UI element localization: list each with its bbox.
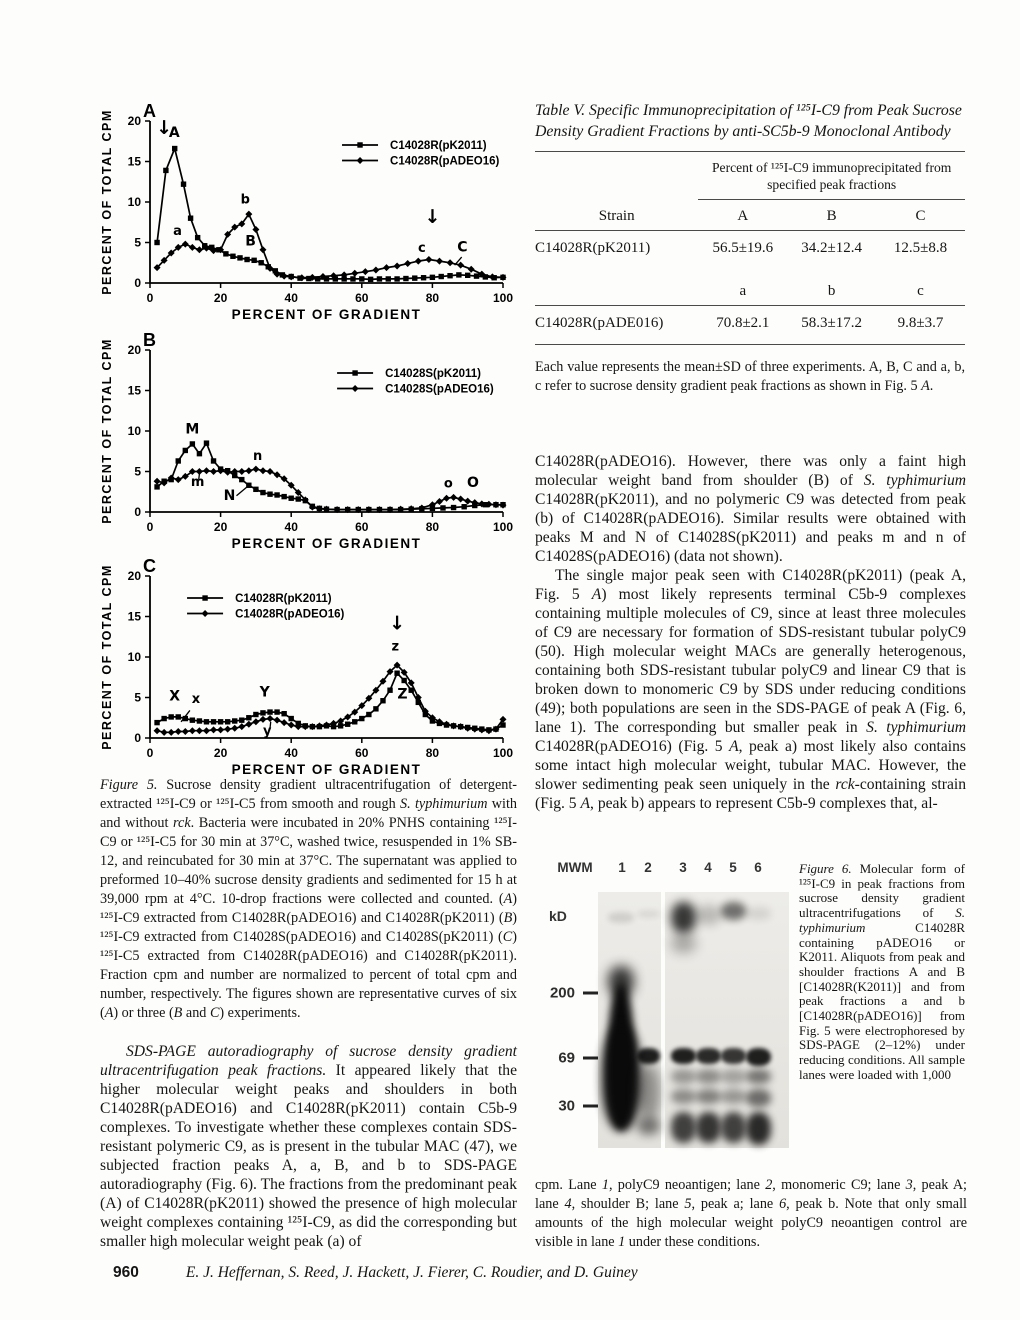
peak-label-n: n [253,449,263,465]
square-marker [267,709,272,714]
y-tick-label: 15 [127,154,141,169]
figure5-panel-a-chart [98,101,518,332]
square-marker [163,168,168,173]
col-header-A: A [737,208,749,224]
square-marker [239,717,244,722]
gel-mw-marker-label: 30 [558,1097,575,1115]
y-tick-label: 10 [127,424,141,438]
gel-lane-label: 6 [754,860,762,875]
square-marker [380,698,385,703]
value-cell: 58.3±17.2 [801,315,862,331]
square-marker [440,505,445,510]
peak-label-N: N [223,487,236,504]
diamond-marker [468,266,475,273]
gel-band [602,1025,641,1130]
diamond-marker [259,467,266,474]
col-header-B: B [826,208,837,224]
figure5-panel-b-chart [98,330,518,561]
diamond-marker [210,468,217,475]
diamond-marker [189,727,196,734]
gel-band [671,1069,696,1084]
peak-label-X: X [169,688,181,705]
x-tick-label: 0 [146,291,154,305]
chart-panel-b [98,330,518,556]
square-marker [401,678,406,683]
square-marker [244,257,249,262]
square-marker [366,712,371,717]
figure6-caption-side: Figure 6. Molecular form of ¹²⁵I-C9 in peak fractions from sucrose density gradient ultracentrifugations of S. typhimurium C14028R containing pADEO16 or K2011. Aliquots from peak and shoulder fractions A and B [C14028R(K2011)] and from peak fractions a and b [C14028R(pADEO16)] from Fig. 5 were electrophoresed by SDS-PAGE (2–12%) under reducing conditions. All sample lanes were loaded with 1,000 [799,861,965,1082]
square-marker [394,276,399,281]
square-marker [357,142,362,147]
square-marker [251,258,256,263]
gel-band [746,1089,771,1107]
square-marker [421,275,426,280]
square-marker [154,720,159,725]
gel-band [637,1064,660,1120]
y-tick-label: 20 [127,114,141,128]
diamond-marker [154,727,161,734]
x-tick-label: 20 [213,520,228,534]
col-header-C: C [915,208,926,224]
square-marker [253,487,258,492]
peak-label-a: a [173,224,182,240]
square-marker [190,441,195,446]
square-marker [204,440,209,445]
peak-label-B: B [245,233,256,250]
x-axis-title: PERCENT OF GRADIENT [231,307,422,322]
diamond-marker [224,726,231,733]
arrow-down-annotation: ↓ [156,116,173,139]
x-tick-label: 40 [284,291,298,305]
x-tick-label: 0 [146,520,154,534]
gel-lane-label: MWM [557,860,593,875]
diamond-marker [259,246,266,253]
peak-label-Z: Z [397,686,408,703]
gel-band [696,1048,721,1063]
series-C14028R(pK2011) [157,149,503,280]
annotation-line [236,487,247,496]
legend-label: C14028R(pK2011) [390,139,487,152]
diamond-marker [288,722,295,729]
peak-label-z: z [391,639,400,655]
table-v-note: Each value represents the mean±SD of three experiments. A, B, C and a, b, c refer to sucrose density gradient peak fractions as shown in Fig. 5 A. [535,359,965,394]
square-marker [281,711,286,716]
peak-label-x: x [191,692,201,708]
gel-mw-marker-label: 69 [558,1049,575,1067]
y-axis-title: PERCENT OF TOTAL CPM [100,109,114,295]
gel-lane-label: 2 [644,860,652,875]
gel-band [637,1048,660,1063]
gel-band [746,1069,771,1084]
square-marker [190,717,195,722]
paragraph-continuation: C14028R(pADEO16). However, there was only a faint high molecular weight band from shoulder (B) of S. typhimurium C14028R(pK2011), and no polymeric C9 was detected from peak (b) of C14028R(pADEO16). Similar results were obtained with peaks M and N of C14028S(pK2011) and peaks m and n of C14028S(pADEO16) (data not shown). [535,453,966,565]
square-marker [456,272,461,277]
gel-band [696,1089,721,1104]
diamond-marker [447,259,454,266]
square-marker [373,706,378,711]
square-marker [296,496,301,501]
square-marker [359,716,364,721]
gel-band [637,910,660,918]
chart-panel-a [98,101,518,327]
table-row [535,231,965,269]
square-marker [465,273,470,278]
gel-band [721,1089,746,1104]
y-tick-label: 20 [127,343,141,357]
square-marker [386,276,391,281]
gel-band [671,1089,696,1104]
diamond-marker [238,468,245,475]
square-marker [274,709,279,714]
y-tick-label: 15 [127,383,141,398]
legend-label: C14028S(pK2011) [385,368,481,381]
col-header-b: b [827,283,836,299]
right-column-text [535,452,966,813]
square-marker [345,722,350,727]
diamond-marker [203,727,210,734]
peak-label-Y: Y [259,684,270,701]
diamond-marker [175,476,182,483]
square-marker [154,240,159,245]
diamond-marker [210,726,217,733]
gel-band [721,1112,746,1143]
gel-band [608,912,634,922]
diamond-marker [196,246,203,253]
table-header-row [535,200,965,230]
diamond-marker [450,494,457,501]
arrow-down-annotation: ↓ [424,206,441,229]
diamond-marker [202,610,209,617]
diamond-marker [443,495,450,502]
square-marker [350,276,355,281]
x-tick-label: 20 [213,746,228,760]
diamond-marker [245,467,252,474]
square-marker [412,275,417,280]
square-marker [394,671,399,676]
x-tick-label: 80 [425,520,440,534]
col-header-strain: Strain [598,208,635,224]
legend-label: C14028R(pADEO16) [390,155,500,168]
gel-mw-marker-dash [583,992,598,995]
square-marker [172,146,177,151]
gel-band [671,902,696,933]
y-tick-label: 5 [134,690,141,705]
square-marker [195,235,200,240]
square-marker [183,448,188,453]
panel-letter: A [143,101,156,121]
x-tick-label: 60 [355,291,369,305]
gel-band [746,907,771,920]
y-tick-label: 5 [134,464,141,479]
diamond-marker [415,258,422,265]
diamond-marker [352,385,359,392]
peak-label-A: A [168,125,180,142]
diamond-marker [252,466,259,473]
figure6-gel-image [545,860,795,1162]
square-marker [204,719,209,724]
table-v-title: Table V. Specific Immunoprecipitation of ¹²⁵I-C9 from Peak Sucrose Density Gradient Fractions by anti-SC5b-9 Monoclonal Antibody [535,102,962,140]
y-tick-label: 10 [127,195,141,209]
square-marker [211,458,216,463]
gel-lane-label: 3 [679,860,687,875]
x-axis-title: PERCENT OF GRADIENT [231,536,422,551]
peak-label-c: c [417,241,426,257]
gel-panel-2 [665,892,789,1148]
page-number: 960 [113,1264,139,1281]
x-tick-label: 80 [425,291,440,305]
y-tick-label: 20 [127,569,141,583]
peak-label-M: M [185,421,200,438]
gel-band [746,1112,771,1145]
square-marker [260,490,265,495]
gel-band [721,902,746,920]
x-tick-label: 80 [425,746,440,760]
diamond-marker [394,262,401,269]
gel-lane-label: 5 [729,860,737,875]
diamond-marker [231,725,238,732]
diamond-marker [404,260,411,267]
square-marker [461,504,466,509]
square-marker [377,276,382,281]
square-marker [168,714,173,719]
table-row [535,306,965,344]
page-footer [113,1264,638,1282]
peak-label-b: b [240,192,250,208]
gel-band [671,933,696,953]
square-marker [267,491,272,496]
value-cell: 34.2±12.4 [801,240,862,256]
gel-band [671,1112,696,1143]
diamond-marker [154,478,161,485]
table-span-header: Percent of ¹²⁵I-C9 immunoprecipitated from specified peak fractions [711,160,952,192]
square-marker [181,181,186,186]
square-marker [218,719,223,724]
gel-band [721,1048,746,1063]
y-axis-title: PERCENT OF TOTAL CPM [100,564,114,750]
x-tick-label: 100 [492,291,514,305]
square-marker [246,715,251,720]
peak-label-o: o [443,476,453,492]
square-marker [197,451,202,456]
gel-mw-marker-dash [583,1105,598,1108]
x-tick-label: 100 [492,746,514,760]
diamond-marker [182,728,189,735]
gel-band [746,1048,771,1066]
square-marker [359,276,364,281]
square-marker [154,484,159,489]
figure5-caption: Figure 5. Sucrose density gradient ultracentrifugation of detergent-extracted ¹²⁵I-C9 or ¹²⁵I-C5 from smooth and rough S. typhimurium with and without rck. Bacteria were incubated in 20% PNHS containing ¹²⁵I-C9 or ¹²⁵I-C5 for 30 min at 37°C, washed twice, resuspended in 1% SB-12, and reincubated for 30 min at 37°C. The supernatant was applied to preformed 10–40% sucrose density gradients and sedimented for 15 h at 39,000 rpm at 4°C. 10-drop fractions were collected and counted. (A) ¹²⁵I-C9 extracted from C14028R(pADEO16) and C14028R(pK2011) (B) ¹²⁵I-C9 extracted from C14028S(pADEO16) and C14028S(pK2011) (C) ¹²⁵I-C5 extracted from C14028R(pADEO16) and C14028R(pK2011). Fraction cpm and number are normalized to percent of total cpm and number, respectively. The figures shown are representative curves of six (A) or three (B and C) experiments. [100,777,517,1021]
figure5-panel-c-chart [98,556,518,787]
gel-band [637,1117,660,1135]
diamond-marker [245,721,252,728]
legend-label: C14028S(pADEO16) [385,383,494,396]
diamond-marker [457,496,464,503]
value-cell: 9.8±3.7 [897,315,944,331]
y-axis-title: PERCENT OF TOTAL CPM [100,338,114,524]
diamond-marker [175,728,182,735]
square-marker [237,255,242,260]
square-marker [403,276,408,281]
diamond-marker [425,256,432,263]
square-marker [474,273,479,278]
diamond-marker [203,467,210,474]
x-tick-label: 40 [284,520,298,534]
figure6-caption-bottom: cpm. Lane 1, polyC9 neoantigen; lane 2, monomeric C9; lane 3, peak A; lane 4, shoulder B; lane 5, peak a; lane 6, peak b. Note that only small amounts of the high molecular weight polyC9 neoantigen control are visible in lane 1 under these conditions. [535,1177,968,1250]
strain-cell: C14028R(pADE016) [535,315,664,331]
square-marker [430,275,435,280]
table-v [535,100,965,396]
square-marker [197,718,202,723]
x-tick-label: 0 [146,746,154,760]
diamond-marker [189,244,196,251]
authors-line: E. J. Heffernan, S. Reed, J. Hackett, J. Fierer, C. Roudier, and D. Guiney [185,1264,638,1281]
y-tick-label: 0 [134,731,141,745]
diamond-marker [383,264,390,271]
strain-cell: C14028R(pK2011) [535,240,651,256]
square-marker [281,494,286,499]
gel-band [696,1069,721,1084]
diamond-marker [362,268,369,275]
peak-label-O: O [467,474,479,491]
diamond-marker [238,723,245,730]
gel-lane-label: 4 [704,860,712,875]
square-marker [352,370,357,375]
diamond-marker [464,498,471,505]
square-marker [232,718,237,723]
col-header-a: a [739,283,747,299]
table-rule [535,344,965,345]
diamond-marker [196,727,203,734]
value-cell: 12.5±8.8 [893,240,948,256]
peak-label-C: C [457,239,468,256]
table-subheader-row [535,269,965,305]
square-marker [161,716,166,721]
y-tick-label: 0 [134,276,141,290]
diamond-marker [252,226,259,233]
diamond-marker [161,729,168,736]
gel-lane-label: 1 [618,860,626,875]
diamond-marker [182,241,189,248]
diamond-marker [252,718,259,725]
diamond-marker [436,258,443,265]
square-marker [289,716,294,721]
square-marker [188,216,193,221]
square-marker [211,719,216,724]
square-marker [352,719,357,724]
y-tick-label: 5 [134,235,141,250]
x-tick-label: 60 [355,746,369,760]
square-marker [230,254,235,259]
square-marker [258,260,263,265]
y-tick-label: 10 [127,650,141,664]
x-tick-label: 20 [213,291,228,305]
square-marker [274,492,279,497]
diamond-marker [267,715,274,722]
x-tick-label: 100 [492,520,514,534]
diamond-marker [259,716,266,723]
diamond-marker [372,267,379,274]
col-header-c: c [917,283,924,299]
panel-letter: C [143,556,156,576]
table-span-header-row [535,152,965,193]
square-marker [260,710,265,715]
x-tick-label: 60 [355,520,369,534]
square-marker [289,496,294,501]
diamond-marker [281,719,288,726]
diamond-marker [274,471,281,478]
value-cell: 56.5±19.6 [712,240,774,256]
square-marker [202,595,207,600]
value-cell: 70.8±2.1 [716,315,770,331]
square-marker [253,712,258,717]
gel-band [671,1048,696,1063]
legend-label: C14028R(pADEO16) [235,608,345,621]
paragraph-single-major-peak: The single major peak seen with C14028R(pK2011) (peak A, Fig. 5 A) most likely represents terminal C5b-9 complexes containing multiple molecules of C9, since at least three molecules of C9 are necessary for formation of SDS-resistant tubular polyC9 (50). High molecular weight MACs are generally heterogenous, containing both SDS-resistant tubular polyC9 and linear C9 that is broken down to monomeric C9 by SDS under reducing conditions (49); both populations are seen in the SDS-PAGE of peak A (Fig. 6, lane 1). The corresponding but smaller peak in S. typhimurium C14028R(pADEO16) (Fig. 5 A, peak a) most likely also contains some intact high molecular weight, tubular MAC. However, the slower sedimenting peak seen uniquely in the rck-containing strain (Fig. 5 A, peak b) appears to represent C5b-9 complexes that, al- [535,567,967,812]
diamond-marker [351,270,358,277]
gel-band [696,905,721,925]
diamond-marker [274,717,281,724]
gel-kd-label: kD [549,908,567,924]
diamond-marker [168,729,175,736]
diamond-marker [436,498,443,505]
diamond-marker [357,157,364,164]
peak-label-m: m [190,475,205,491]
y-tick-label: 0 [134,505,141,519]
square-marker [447,273,452,278]
legend-label: C14028R(pK2011) [235,593,332,606]
square-marker [176,458,181,463]
x-axis-title: PERCENT OF GRADIENT [231,762,422,777]
gel-panel-1 [598,892,661,1148]
square-marker [176,714,181,719]
square-marker [223,251,228,256]
square-marker [225,719,230,724]
gel-band [721,1069,746,1084]
y-tick-label: 15 [127,609,141,624]
arrow-down-annotation: ↓ [389,612,406,635]
diamond-marker [217,726,224,733]
chart-panel-c [98,556,518,782]
diamond-marker [457,262,464,269]
square-marker [439,274,444,279]
diamond-marker [267,468,274,475]
panel-letter: B [143,330,156,350]
peak-label-y: y [262,723,272,739]
gel-mw-marker-dash [583,1056,598,1059]
x-tick-label: 40 [284,746,298,760]
gel-mw-marker-label: 200 [549,984,575,1002]
square-marker [451,505,456,510]
square-marker [368,277,373,282]
square-marker [239,477,244,482]
sds-page-paragraph: SDS-PAGE autoradiography of sucrose density gradient ultracentrifugation peak fractions. It appeared likely that the higher molecular weight peaks and shoulders in both C14028R(pADEO16) and C14028R(pK2011) contain C5b-9 complexes. To investigate whether these complexes contain SDS-resistant polymeric C9, as is present in the tubular MAC (47), we subjected fraction peaks A, a, B, and b to SDS-PAGE autoradiography (Fig. 6). The fractions from the predominant peak (A) of C14028R(pK2011) showed the presence of high molecular weight complexes containing ¹²⁵I-C9, as did the corresponding but smaller high molecular weight peak (a) of [100,1043,517,1250]
gel-band [696,1112,721,1143]
square-marker [387,688,392,693]
